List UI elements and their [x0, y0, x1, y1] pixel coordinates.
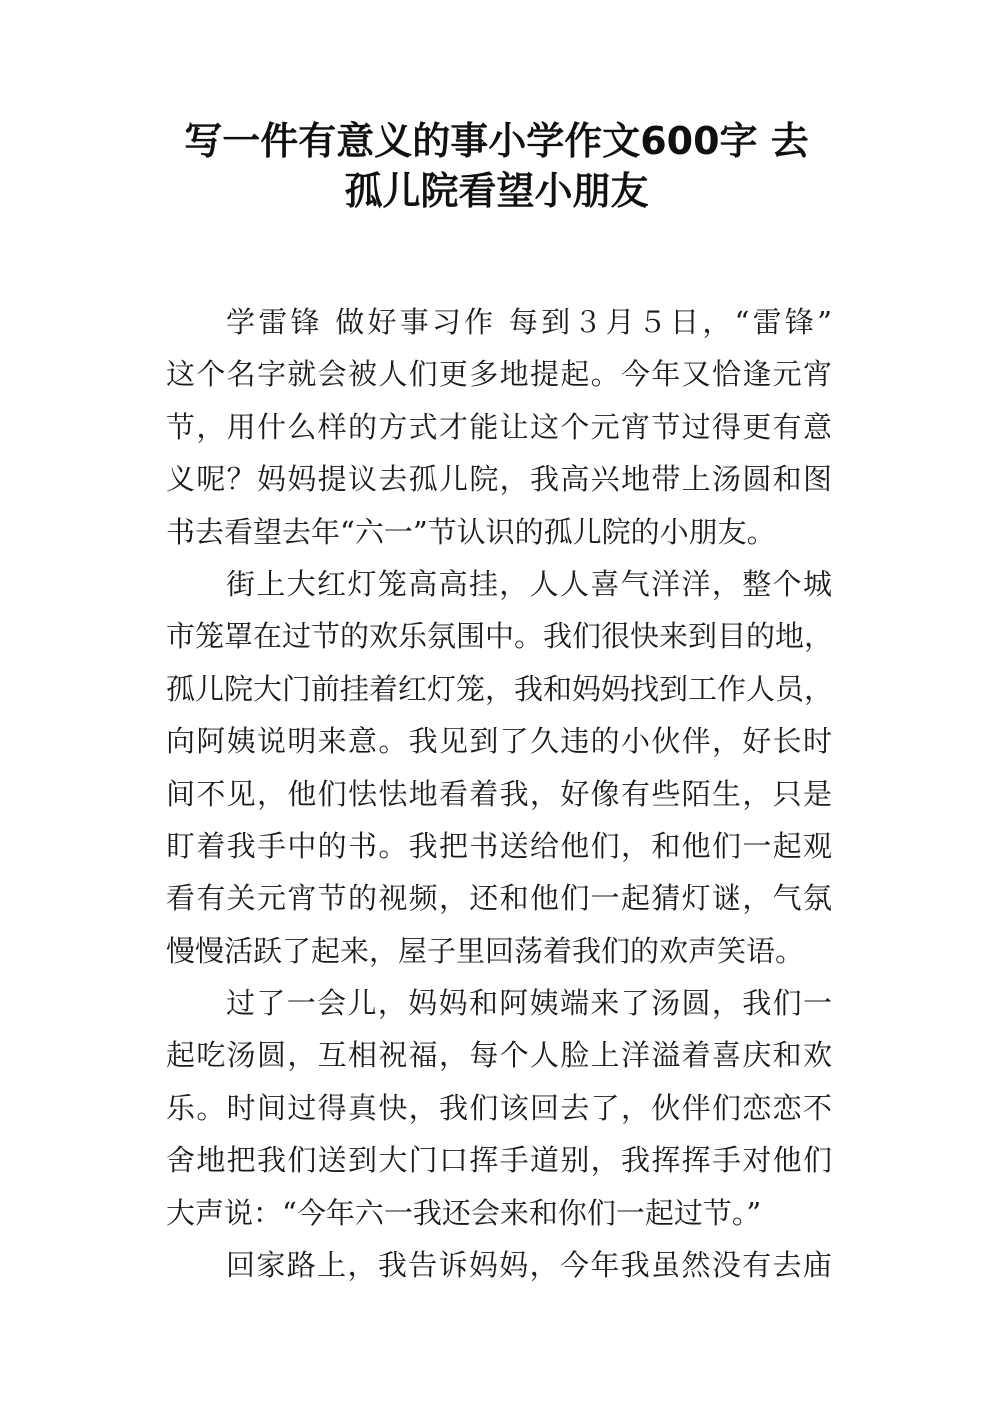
text-line: 大声说：“今年六一我还会来和你们一起过节。” — [166, 1195, 762, 1230]
text-line: 书去看望去年“六一”节认识的孤儿院的小朋友。 — [166, 514, 776, 549]
text-line: 间不见，他们怯怯地看着我，好像有些陌生，只是 — [166, 776, 832, 811]
text-line: 盯着我手中的书。我把书送给他们，和他们一起观 — [166, 828, 832, 863]
paragraph-4 — [166, 1239, 832, 1291]
title-line-2: 孤儿院看望小朋友 — [344, 169, 649, 213]
text-line: 舍地把我们送到大门口挥手道别，我挥挥手对他们 — [166, 1143, 832, 1178]
text-line: 义呢？妈妈提议去孤儿院，我高兴地带上汤圆和图 — [166, 462, 832, 497]
text-line: 学雷锋 做好事习作 每到３月５日，“雷锋” — [226, 305, 832, 339]
text-line: 市笼罩在过节的欢乐氛围中。我们很快来到目的地， — [166, 619, 834, 654]
paragraph-3 — [166, 977, 832, 1239]
text-line: 节，用什么样的方式才能让这个元宵节过得更有意 — [166, 409, 832, 444]
text-line: 乐。时间过得真快，我们该回去了，伙伴们恋恋不 — [166, 1090, 832, 1125]
text-line: 起吃汤圆，互相祝福，每个人脸上洋溢着喜庆和欢 — [166, 1038, 832, 1073]
text-line: 孤儿院大门前挂着红灯笼，我和妈妈找到工作人员， — [166, 671, 834, 706]
paragraph-2 — [166, 558, 832, 977]
text-line: 过了一会儿，妈妈和阿姨端来了汤圆，我们一 — [226, 986, 832, 1021]
text-line: 慢慢活跃了起来，屋子里回荡着我们的欢声笑语。 — [166, 933, 805, 968]
paragraph-1 — [166, 296, 832, 558]
title-line-1: 写一件有意义的事小学作文600字 去 — [184, 119, 809, 163]
text-line: 看有关元宵节的视频，还和他们一起猜灯谜，气氛 — [166, 881, 832, 916]
text-line: 向阿姨说明来意。我见到了久违的小伙伴，好长时 — [166, 724, 832, 759]
document-body — [166, 296, 832, 1291]
text-line: 街上大红灯笼高高挂，人人喜气洋洋，整个城 — [226, 566, 832, 601]
text-line: 回家路上，我告诉妈妈，今年我虽然没有去庙 — [226, 1248, 832, 1283]
text-line: 这个名字就会被人们更多地提起。今年又恰逢元宵 — [166, 357, 832, 392]
document-title — [120, 116, 873, 216]
